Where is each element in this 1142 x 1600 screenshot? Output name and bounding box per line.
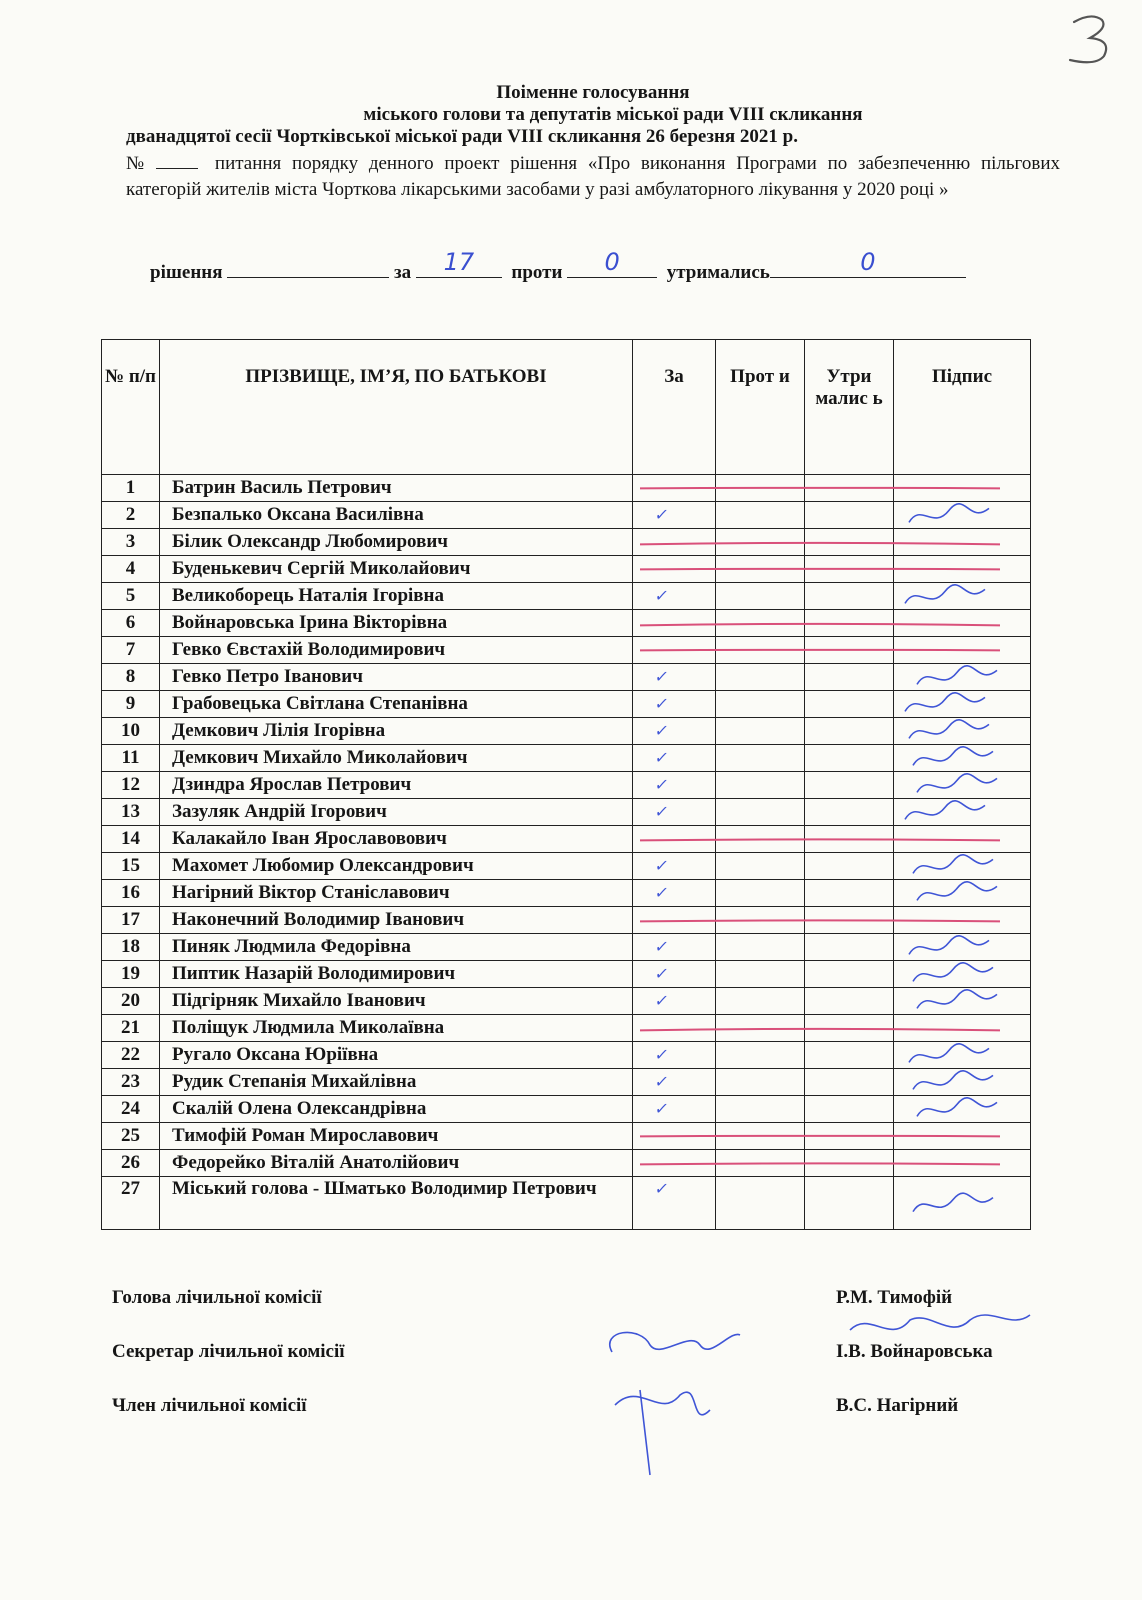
vote-against-cell [716, 961, 805, 988]
vote-against-cell [716, 1177, 805, 1230]
signature-cell [894, 1015, 1031, 1042]
signature-cell [894, 745, 1031, 772]
table-row [102, 529, 1031, 556]
vote-for-cell [633, 1177, 716, 1230]
vote-for-cell [633, 745, 716, 772]
signature-cell [894, 826, 1031, 853]
table-row [102, 691, 1031, 718]
vote-abstained-cell [805, 664, 894, 691]
secretary-name: І.В. Войнаровська [836, 1341, 993, 1362]
table-row [102, 907, 1031, 934]
row-number: 3 [102, 529, 160, 556]
vote-against-cell [716, 1069, 805, 1096]
signature-cell [894, 691, 1031, 718]
vote-for-cell [633, 475, 716, 502]
checkmark-icon: ✓ [653, 505, 671, 524]
chair-name: Р.М. Тимофій [836, 1287, 953, 1308]
row-number: 10 [102, 718, 160, 745]
signature-cell [894, 475, 1031, 502]
table-row [102, 1069, 1031, 1096]
vote-against-cell [716, 610, 805, 637]
table-row [102, 637, 1031, 664]
deputy-name: Пиптик Назарій Володимирович [160, 961, 633, 988]
row-number: 1 [102, 475, 160, 502]
vote-for-cell [633, 610, 716, 637]
question-number-sign: № [126, 153, 151, 174]
checkmark-icon: ✓ [653, 1072, 671, 1091]
vote-for-cell [633, 502, 716, 529]
vote-against-cell [716, 853, 805, 880]
vote-against-cell [716, 691, 805, 718]
vote-against-cell [716, 529, 805, 556]
vote-against-cell [716, 637, 805, 664]
vote-against-cell [716, 745, 805, 772]
deputy-name: Пиняк Людмила Федорівна [160, 934, 633, 961]
row-number: 20 [102, 988, 160, 1015]
vote-for-cell [633, 1096, 716, 1123]
vote-abstained-cell [805, 988, 894, 1015]
signature-cell [894, 1177, 1031, 1230]
row-number: 21 [102, 1015, 160, 1042]
table-row [102, 556, 1031, 583]
agenda-question [126, 151, 1060, 203]
document-subtitle: міського голови та депутатів міської ради VIII скликання [363, 104, 863, 125]
signature-cell [894, 988, 1031, 1015]
vote-for-cell [633, 1069, 716, 1096]
table-row [102, 475, 1031, 502]
decision-label: рішення [150, 262, 223, 283]
table-row [102, 799, 1031, 826]
for-label: за [394, 262, 412, 283]
chair-role: Голова лічильної комісії [112, 1287, 322, 1308]
deputy-name: Демкович Лілія Ігорівна [160, 718, 633, 745]
table-row [102, 988, 1031, 1015]
vote-abstained-cell [805, 583, 894, 610]
deputy-name: Наконечний Володимир Іванович [160, 907, 633, 934]
vote-abstained-cell [805, 1015, 894, 1042]
row-number: 16 [102, 880, 160, 907]
vote-abstained-cell [805, 502, 894, 529]
checkmark-icon: ✓ [653, 586, 671, 605]
checkmark-icon: ✓ [653, 1179, 671, 1198]
vote-against-cell [716, 772, 805, 799]
checkmark-icon: ✓ [653, 802, 671, 821]
commission-signature [615, 1390, 710, 1475]
table-header-row [102, 340, 1031, 475]
vote-abstained-cell [805, 880, 894, 907]
vote-for-cell [633, 934, 716, 961]
row-number: 6 [102, 610, 160, 637]
signature-cell [894, 502, 1031, 529]
vote-abstained-cell [805, 610, 894, 637]
against-label: проти [511, 262, 563, 283]
table-row [102, 772, 1031, 799]
signature-cell [894, 961, 1031, 988]
signature-cell [894, 1069, 1031, 1096]
vote-abstained-cell [805, 529, 894, 556]
vote-for-cell [633, 880, 716, 907]
header-abstained: Утри малис ь [805, 340, 894, 475]
commission-signature [850, 1315, 1030, 1330]
vote-against-cell [716, 907, 805, 934]
vote-against-cell [716, 1042, 805, 1069]
vote-for-cell [633, 637, 716, 664]
vote-against-cell [716, 502, 805, 529]
vote-abstained-cell [805, 1150, 894, 1177]
roll-call-table [101, 339, 1031, 1230]
deputy-name: Гевко Петро Іванович [160, 664, 633, 691]
row-number: 23 [102, 1069, 160, 1096]
member-role: Член лічильної комісії [112, 1395, 307, 1416]
vote-against-cell [716, 1096, 805, 1123]
vote-against-cell [716, 664, 805, 691]
signature-cell [894, 934, 1031, 961]
vote-abstained-cell [805, 556, 894, 583]
vote-against-cell [716, 799, 805, 826]
for-count-blank [416, 248, 502, 278]
vote-abstained-cell [805, 637, 894, 664]
row-number: 2 [102, 502, 160, 529]
signature-cell [894, 880, 1031, 907]
row-number: 4 [102, 556, 160, 583]
deputy-name: Великоборець Наталія Ігорівна [160, 583, 633, 610]
vote-abstained-cell [805, 691, 894, 718]
vote-abstained-cell [805, 745, 894, 772]
session-line: дванадцятої сесії Чортківської міської ради VIII скликання 26 березня 2021 р. [126, 126, 798, 147]
for-count-value: 17 [443, 248, 475, 276]
vote-abstained-cell [805, 1096, 894, 1123]
header-name: ПРІЗВИЩЕ, ІМ’Я, ПО БАТЬКОВІ [160, 340, 633, 475]
signature-cell [894, 799, 1031, 826]
table-row [102, 1042, 1031, 1069]
checkmark-icon: ✓ [653, 991, 671, 1010]
checkmark-icon: ✓ [653, 883, 671, 902]
deputy-name: Білик Олександр Любомирович [160, 529, 633, 556]
deputy-name: Поліщук Людмила Миколаївна [160, 1015, 633, 1042]
table-row [102, 583, 1031, 610]
abstained-label: утримались [666, 262, 770, 283]
row-number: 22 [102, 1042, 160, 1069]
deputy-name: Тимофій Роман Мирославович [160, 1123, 633, 1150]
vote-for-cell [633, 583, 716, 610]
table-row [102, 934, 1031, 961]
vote-abstained-cell [805, 826, 894, 853]
row-number: 14 [102, 826, 160, 853]
header-signature: Підпис [894, 340, 1031, 475]
deputy-name: Войнаровська Ірина Вікторівна [160, 610, 633, 637]
checkmark-icon: ✓ [653, 721, 671, 740]
table-row [102, 853, 1031, 880]
vote-against-cell [716, 475, 805, 502]
row-number: 8 [102, 664, 160, 691]
vote-abstained-cell [805, 1069, 894, 1096]
deputy-name: Підгірняк Михайло Іванович [160, 988, 633, 1015]
signature-cell [894, 853, 1031, 880]
vote-for-cell [633, 1123, 716, 1150]
vote-for-cell [633, 1150, 716, 1177]
vote-against-cell [716, 718, 805, 745]
table-body [102, 475, 1031, 1230]
vote-against-cell [716, 583, 805, 610]
deputy-name: Буденькевич Сергій Миколайович [160, 556, 633, 583]
checkmark-icon: ✓ [653, 775, 671, 794]
checkmark-icon: ✓ [653, 667, 671, 686]
table-row [102, 664, 1031, 691]
vote-against-cell [716, 1150, 805, 1177]
vote-for-cell [633, 799, 716, 826]
question-number-blank [156, 152, 198, 169]
checkmark-icon: ✓ [653, 748, 671, 767]
deputy-name: Гевко Євстахій Володимирович [160, 637, 633, 664]
checkmark-icon: ✓ [653, 964, 671, 983]
row-number: 11 [102, 745, 160, 772]
secretary-role: Секретар лічильної комісії [112, 1341, 345, 1362]
abstained-count-value: 0 [860, 248, 876, 276]
table-row [102, 1123, 1031, 1150]
table-row [102, 961, 1031, 988]
row-number: 19 [102, 961, 160, 988]
row-number: 13 [102, 799, 160, 826]
table-row [102, 610, 1031, 637]
row-number: 18 [102, 934, 160, 961]
deputy-name: Дзиндра Ярослав Петрович [160, 772, 633, 799]
row-number: 15 [102, 853, 160, 880]
against-count-blank [567, 248, 657, 278]
table-row [102, 1150, 1031, 1177]
signature-cell [894, 529, 1031, 556]
vote-abstained-cell [805, 799, 894, 826]
commission-signature [610, 1332, 740, 1352]
vote-for-cell [633, 988, 716, 1015]
deputy-name: Безпалько Оксана Василівна [160, 502, 633, 529]
signature-cell [894, 556, 1031, 583]
row-number: 26 [102, 1150, 160, 1177]
deputy-name: Федорейко Віталій Анатолійович [160, 1150, 633, 1177]
vote-abstained-cell [805, 718, 894, 745]
vote-for-cell [633, 556, 716, 583]
vote-against-cell [716, 826, 805, 853]
signature-cell [894, 907, 1031, 934]
deputy-name: Батрин Василь Петрович [160, 475, 633, 502]
signature-cell [894, 1096, 1031, 1123]
header-for: За [633, 340, 716, 475]
checkmark-icon: ✓ [653, 1045, 671, 1064]
vote-abstained-cell [805, 853, 894, 880]
header-against: Прот и [716, 340, 805, 475]
abstained-count-blank [770, 248, 966, 278]
table-row [102, 1177, 1031, 1230]
vote-for-cell [633, 907, 716, 934]
document-title: Поіменне голосування [496, 82, 690, 103]
member-name: В.С. Нагірний [836, 1395, 959, 1416]
vote-against-cell [716, 556, 805, 583]
vote-abstained-cell [805, 772, 894, 799]
vote-for-cell [633, 1015, 716, 1042]
signature-cell [894, 1042, 1031, 1069]
vote-abstained-cell [805, 1177, 894, 1230]
vote-for-cell [633, 772, 716, 799]
vote-abstained-cell [805, 475, 894, 502]
checkmark-icon: ✓ [653, 937, 671, 956]
document-header [126, 82, 1060, 203]
signature-cell [894, 772, 1031, 799]
checkmark-icon: ✓ [653, 1099, 671, 1118]
table-row [102, 1096, 1031, 1123]
vote-abstained-cell [805, 961, 894, 988]
signature-cell [894, 1123, 1031, 1150]
checkmark-icon: ✓ [653, 856, 671, 875]
vote-for-cell [633, 826, 716, 853]
decision-blank [227, 259, 389, 278]
deputy-name: Міський голова - Шматько Володимир Петрович [160, 1177, 633, 1230]
against-count-value: 0 [604, 248, 620, 276]
vote-for-cell [633, 718, 716, 745]
row-number: 5 [102, 583, 160, 610]
deputy-name: Нагірний Віктор Станіславович [160, 880, 633, 907]
row-number: 17 [102, 907, 160, 934]
deputy-name: Калакайло Іван Ярославовович [160, 826, 633, 853]
signature-cell [894, 637, 1031, 664]
vote-for-cell [633, 529, 716, 556]
signature-cell [894, 583, 1031, 610]
deputy-name: Зазуляк Андрій Ігорович [160, 799, 633, 826]
decision-summary [150, 248, 1050, 286]
signature-cell [894, 610, 1031, 637]
row-number: 25 [102, 1123, 160, 1150]
vote-abstained-cell [805, 934, 894, 961]
signature-cell [894, 1150, 1031, 1177]
question-text: питання порядку денного проект рішення «Про виконання Програми по забезпеченню пільгових категорій жителів міста Чорткова лікарськими засобами у разі амбулаторного лікування у 2020 році » [126, 153, 1060, 200]
vote-for-cell [633, 691, 716, 718]
deputy-name: Ругало Оксана Юріївна [160, 1042, 633, 1069]
table-row [102, 826, 1031, 853]
table-row [102, 1015, 1031, 1042]
vote-against-cell [716, 1123, 805, 1150]
signature-cell [894, 718, 1031, 745]
vote-abstained-cell [805, 1042, 894, 1069]
table-row [102, 502, 1031, 529]
checkmark-icon: ✓ [653, 694, 671, 713]
row-number: 24 [102, 1096, 160, 1123]
handwritten-page-number [1052, 8, 1122, 72]
deputy-name: Грабовецька Світлана Степанівна [160, 691, 633, 718]
vote-for-cell [633, 961, 716, 988]
vote-against-cell [716, 880, 805, 907]
signature-cell [894, 664, 1031, 691]
vote-against-cell [716, 1015, 805, 1042]
header-num: № п/п [102, 340, 160, 475]
deputy-name: Махомет Любомир Олександрович [160, 853, 633, 880]
table-row [102, 880, 1031, 907]
vote-abstained-cell [805, 1123, 894, 1150]
row-number: 27 [102, 1177, 160, 1230]
row-number: 9 [102, 691, 160, 718]
vote-for-cell [633, 1042, 716, 1069]
table-row [102, 718, 1031, 745]
table-row [102, 745, 1031, 772]
vote-for-cell [633, 853, 716, 880]
vote-for-cell [633, 664, 716, 691]
vote-abstained-cell [805, 907, 894, 934]
deputy-name: Скалій Олена Олександрівна [160, 1096, 633, 1123]
vote-against-cell [716, 988, 805, 1015]
vote-against-cell [716, 934, 805, 961]
row-number: 12 [102, 772, 160, 799]
row-number: 7 [102, 637, 160, 664]
deputy-name: Демкович Михайло Миколайович [160, 745, 633, 772]
deputy-name: Рудик Степанія Михайлівна [160, 1069, 633, 1096]
